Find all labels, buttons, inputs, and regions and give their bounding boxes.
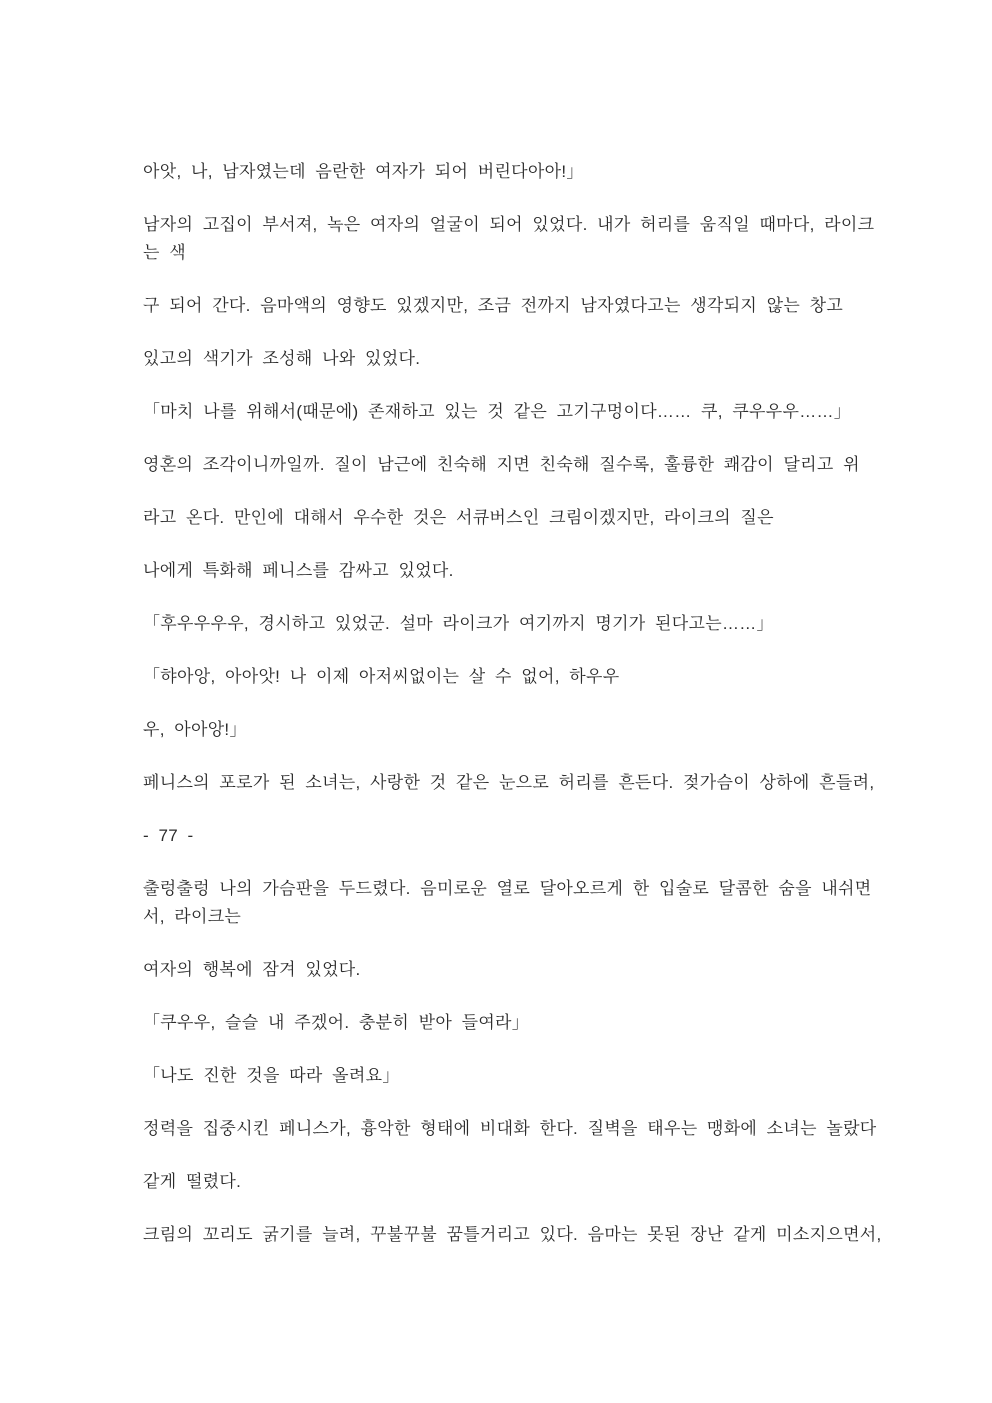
paragraph bbox=[143, 211, 883, 267]
paragraph bbox=[143, 875, 883, 931]
paragraph bbox=[143, 769, 883, 797]
paragraph bbox=[143, 716, 883, 744]
paragraph bbox=[143, 451, 883, 479]
text-line: 여자의 행복에 잠겨 있었다. bbox=[143, 960, 361, 979]
paragraph bbox=[143, 398, 883, 426]
text-line: 서, 라이크는 bbox=[143, 907, 242, 926]
paragraph bbox=[143, 292, 883, 320]
paragraph bbox=[143, 345, 883, 373]
text-line: 영혼의 조각이니까일까. 질이 남근에 친숙해 지면 친숙해 질수록, 훌륭한 쾌감이 달리고 위 bbox=[143, 455, 860, 474]
text-line: 출렁출렁 나의 가슴판을 두드렸다. 음미로운 열로 달아오르게 한 입술로 달콤한 숨을 내쉬면 bbox=[143, 879, 872, 898]
text-line: 있고의 색기가 조성해 나와 있었다. bbox=[143, 349, 421, 368]
paragraph bbox=[143, 663, 883, 691]
text-line: 아앗, 나, 남자였는데 음란한 여자가 되어 버린다아아!」 bbox=[143, 162, 584, 181]
text-line: 「마치 나를 위해서(때문에) 존재하고 있는 것 같은 고기구멍이다…… 쿠, 쿠우우우……」 bbox=[143, 402, 852, 421]
text-line: 페니스의 포로가 된 소녀는, 사랑한 것 같은 눈으로 허리를 흔든다. 젖가슴이 상하에 흔들려, bbox=[143, 773, 875, 792]
text-line: 정력을 집중시킨 페니스가, 흉악한 형태에 비대화 한다. 질벽을 태우는 맹화에 소녀는 놀랐다 bbox=[143, 1119, 877, 1138]
page-number-line bbox=[143, 822, 883, 850]
paragraph bbox=[143, 1221, 883, 1249]
paragraph bbox=[143, 1062, 883, 1090]
text-line: 남자의 고집이 부서져, 녹은 여자의 얼굴이 되어 있었다. 내가 허리를 움직일 때마다, 라이크 bbox=[143, 215, 875, 234]
paragraph bbox=[143, 557, 883, 585]
text-line: 「쿠우우, 슬슬 내 주겠어. 충분히 받아 들여라」 bbox=[143, 1013, 530, 1032]
text-line: 라고 온다. 만인에 대해서 우수한 것은 서큐버스인 크림이겠지만, 라이크의 질은 bbox=[143, 508, 774, 527]
text-line: 우, 아아앙!」 bbox=[143, 720, 247, 739]
text-line: 는 색 bbox=[143, 243, 186, 262]
paragraph bbox=[143, 1009, 883, 1037]
paragraph bbox=[143, 956, 883, 984]
paragraph bbox=[143, 1115, 883, 1143]
text-line: 나에게 특화해 페니스를 감싸고 있었다. bbox=[143, 561, 454, 580]
text-line: 크림의 꼬리도 굵기를 늘려, 꾸불꾸불 꿈틀거리고 있다. 음마는 못된 장난 같게 미소지으면서, bbox=[143, 1225, 882, 1244]
paragraph bbox=[143, 610, 883, 638]
text-line: 같게 떨렸다. bbox=[143, 1172, 242, 1191]
text-line: 「나도 진한 것을 따라 올려요」 bbox=[143, 1066, 400, 1085]
text-body bbox=[143, 158, 883, 1249]
text-line: 「후우우우우, 경시하고 있었군. 설마 라이크가 여기까지 명기가 된다고는……」 bbox=[143, 614, 774, 633]
paragraph bbox=[143, 158, 883, 186]
text-line: 「햐아앙, 아아앗! 나 이제 아저씨없이는 살 수 없어, 하우우 bbox=[143, 667, 620, 686]
paragraph bbox=[143, 504, 883, 532]
text-line: - 77 - bbox=[143, 826, 194, 845]
paragraph bbox=[143, 1168, 883, 1196]
text-line: 구 되어 간다. 음마액의 영향도 있겠지만, 조금 전까지 남자였다고는 생각되지 않는 창고 bbox=[143, 296, 844, 315]
